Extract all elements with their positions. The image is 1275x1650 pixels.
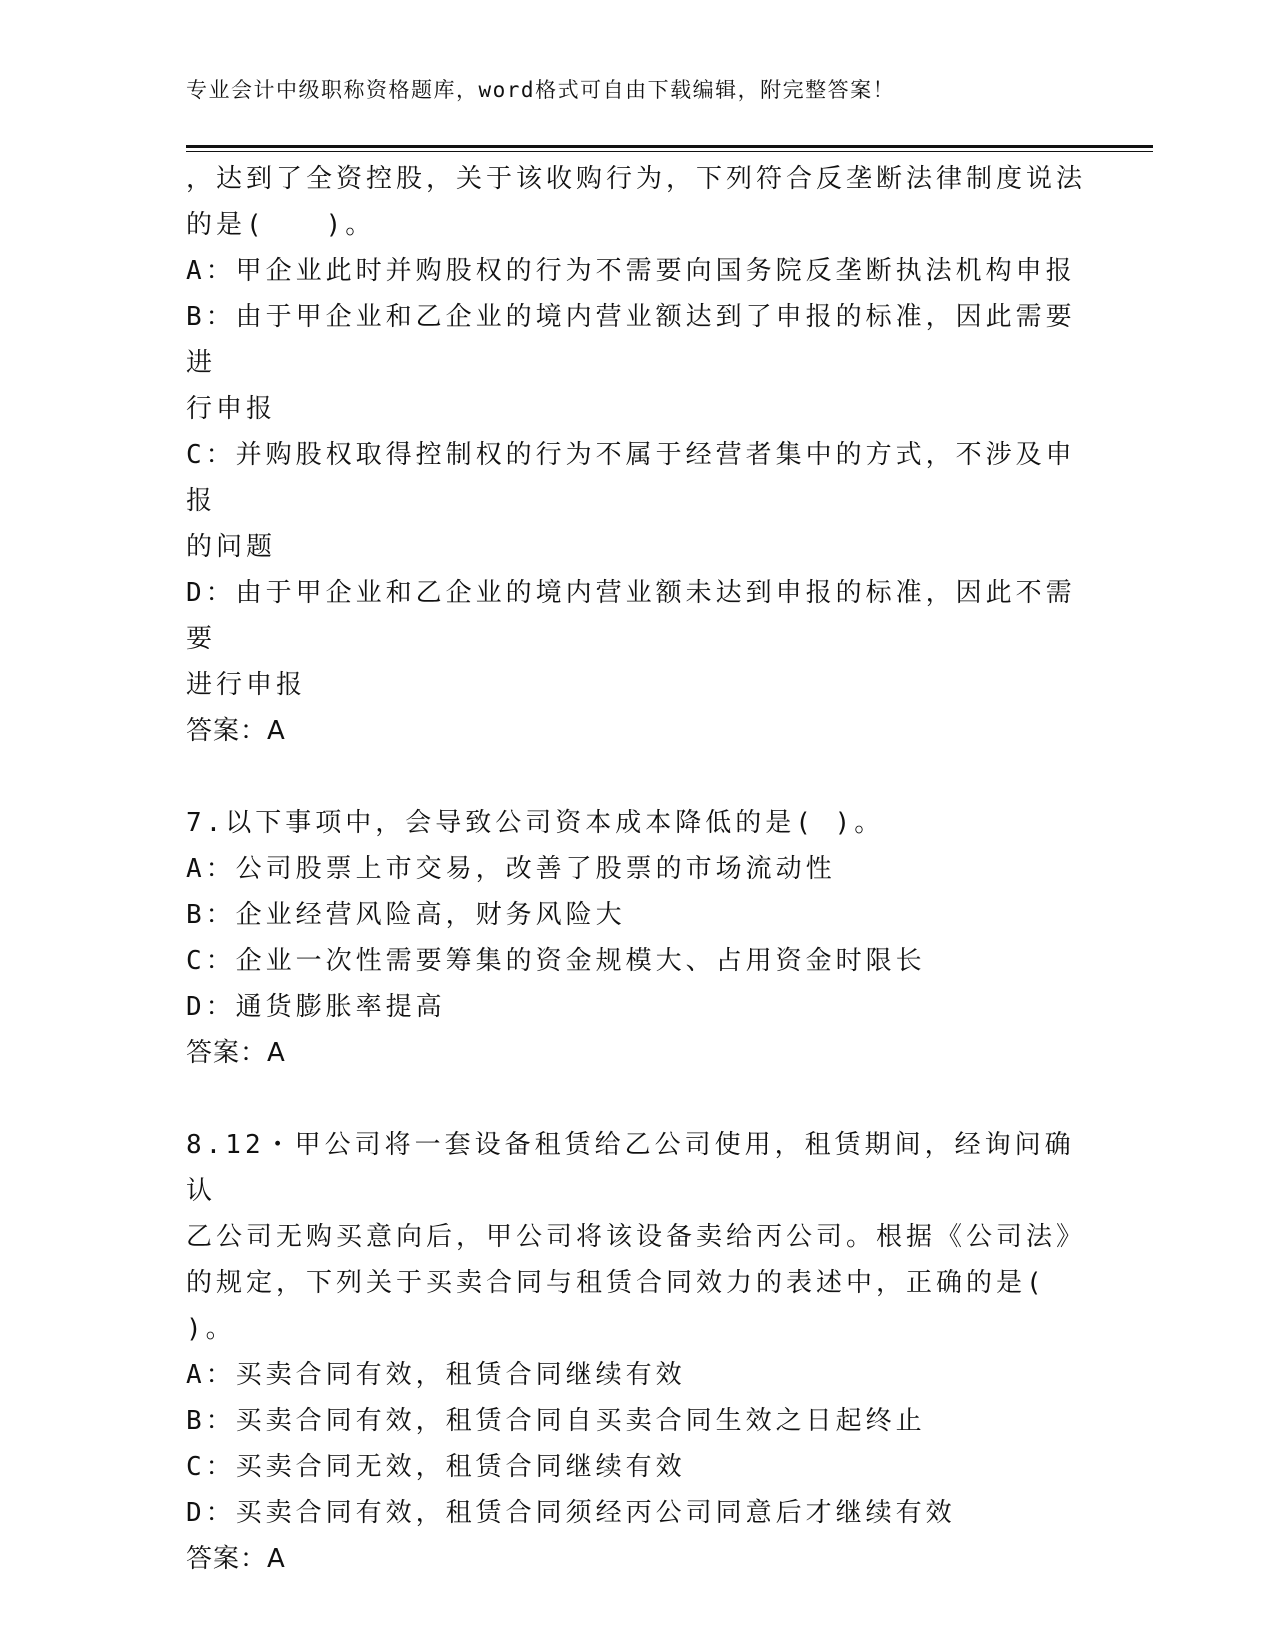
option-c: C：并购股权取得控制权的行为不属于经营者集中的方式，不涉及申报: [186, 440, 1076, 516]
option-b: B：买卖合同有效，租赁合同自买卖合同生效之日起终止: [186, 1406, 926, 1436]
question-stem-line: ，达到了全资控股，关于该收购行为，下列符合反垄断法律制度说法: [186, 164, 1087, 194]
answer-label: 答案：A: [186, 716, 286, 746]
option-a: A：甲企业此时并购股权的行为不需要向国务院反垄断执法机构申报: [186, 256, 1076, 286]
option-d: D：通货膨胀率提高: [186, 992, 446, 1022]
question-8: [186, 1122, 1086, 1582]
option-a: A：买卖合同有效，租赁合同继续有效: [186, 1360, 686, 1390]
question-content: [186, 156, 1086, 1582]
answer-label: 答案：A: [186, 1544, 286, 1574]
option-c-continued: 的问题: [186, 532, 277, 562]
page-header: 专业会计中级职称资格题库，word格式可自由下载编辑，附完整答案！: [186, 78, 896, 102]
option-b-continued: 行申报: [186, 394, 277, 424]
spacer: [186, 1076, 1086, 1122]
question-stem-line: )。: [186, 1314, 236, 1344]
question-stem-line: 8.12・甲公司将一套设备租赁给乙公司使用，租赁期间，经询问确认: [186, 1130, 1075, 1206]
question-7: [186, 800, 1086, 1076]
option-b: B：企业经营风险高，财务风险大: [186, 900, 626, 930]
option-c: C：企业一次性需要筹集的资金规模大、占用资金时限长: [186, 946, 926, 976]
option-a: A：公司股票上市交易，改善了股票的市场流动性: [186, 854, 836, 884]
question-6: [186, 156, 1086, 754]
question-stem-line: 的是( )。: [186, 210, 376, 240]
option-b: B：由于甲企业和乙企业的境内营业额达到了申报的标准，因此需要进: [186, 302, 1076, 378]
option-d: D：买卖合同有效，租赁合同须经丙公司同意后才继续有效: [186, 1498, 956, 1528]
option-d-continued: 进行申报: [186, 670, 307, 700]
question-stem-line: 的规定，下列关于买卖合同与租赁合同效力的表述中，正确的是(: [186, 1268, 1046, 1298]
header-rule-thin: [186, 151, 1153, 152]
option-d: D：由于甲企业和乙企业的境内营业额未达到申报的标准，因此不需要: [186, 578, 1076, 654]
spacer: [186, 754, 1086, 800]
option-c: C：买卖合同无效，租赁合同继续有效: [186, 1452, 686, 1482]
answer-label: 答案：A: [186, 1038, 286, 1068]
question-stem: 7.以下事项中，会导致公司资本成本降低的是( )。: [186, 808, 885, 838]
question-stem-line: 乙公司无购买意向后，甲公司将该设备卖给丙公司。根据《公司法》: [186, 1222, 1087, 1252]
header-rule-thick: [186, 145, 1153, 148]
